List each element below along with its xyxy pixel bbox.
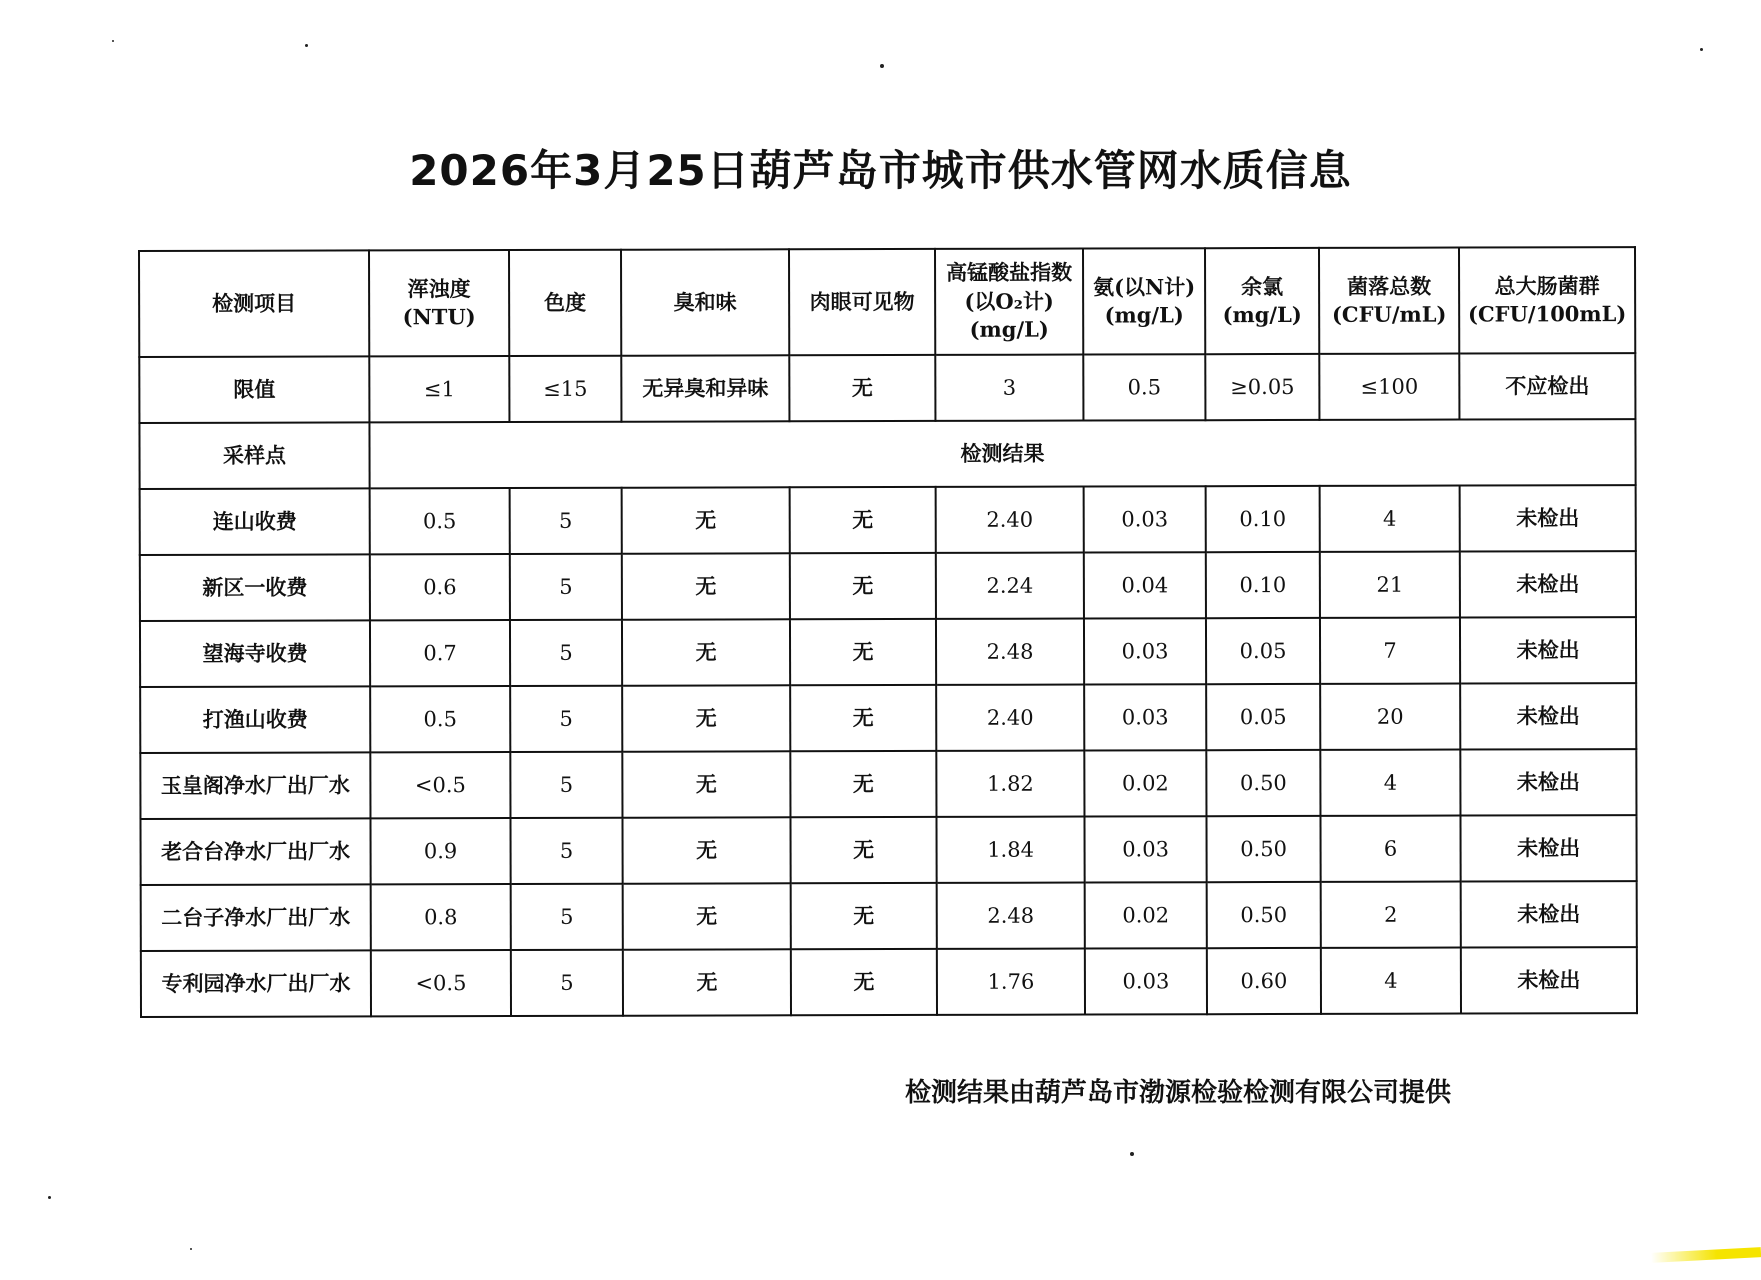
result-cell: 未检出 <box>1460 683 1636 749</box>
result-cell: 0.10 <box>1206 552 1320 618</box>
scan-speck <box>1130 1152 1134 1156</box>
result-cell: 4 <box>1320 486 1460 552</box>
data-rows <box>140 485 1637 1017</box>
limit-cell: 无异臭和异味 <box>621 355 789 421</box>
result-cell: 0.04 <box>1084 552 1206 618</box>
limit-cell: 3 <box>935 355 1083 421</box>
section-row <box>139 419 1635 489</box>
result-cell: 无 <box>790 751 936 817</box>
result-cell: 7 <box>1320 618 1460 684</box>
header-cell: 高锰酸盐指数 (以O₂计) (mg/L) <box>935 249 1083 355</box>
highlighter-mark <box>1651 1247 1761 1263</box>
result-cell: 21 <box>1320 552 1460 618</box>
result-cell: 无 <box>622 487 790 553</box>
result-cell: 0.8 <box>371 884 511 950</box>
sampling-point-cell: 新区一收费 <box>140 554 370 621</box>
result-cell: 0.9 <box>370 818 510 884</box>
table-row <box>140 485 1636 555</box>
sampling-point-cell: 玉皇阁净水厂出厂水 <box>140 752 370 819</box>
scan-speck <box>880 64 884 68</box>
header-cell: 余氯 (mg/L) <box>1205 248 1319 354</box>
sampling-point-label: 采样点 <box>139 422 369 489</box>
limit-cell: ≥0.05 <box>1205 354 1319 420</box>
result-cell: 未检出 <box>1460 551 1636 617</box>
result-cell: 未检出 <box>1461 947 1637 1013</box>
sampling-point-cell: 连山收费 <box>140 488 370 555</box>
result-cell: 无 <box>790 685 936 751</box>
result-cell: 20 <box>1320 684 1460 750</box>
result-cell: 2.40 <box>936 487 1084 553</box>
table-row <box>141 947 1637 1017</box>
table-row <box>140 551 1636 621</box>
result-cell: 6 <box>1320 816 1460 882</box>
result-cell: 5 <box>510 488 622 554</box>
result-cell: 0.02 <box>1084 750 1206 816</box>
header-cell: 菌落总数 (CFU/mL) <box>1319 248 1459 354</box>
result-cell: 未检出 <box>1460 485 1636 551</box>
sampling-point-cell: 打渔山收费 <box>140 686 370 753</box>
result-cell: 无 <box>622 751 790 817</box>
result-cell: 无 <box>790 619 936 685</box>
result-cell: 5 <box>511 884 623 950</box>
limit-cell: 不应检出 <box>1459 353 1635 419</box>
table-row <box>141 881 1637 951</box>
result-cell: <0.5 <box>371 950 511 1016</box>
result-cell: 无 <box>790 817 936 883</box>
scan-speck <box>48 1196 51 1199</box>
result-cell: 5 <box>510 554 622 620</box>
result-cell: 未检出 <box>1461 881 1637 947</box>
scan-speck <box>305 44 308 47</box>
table-row <box>140 749 1636 819</box>
result-cell: 0.50 <box>1207 882 1321 948</box>
result-cell: 0.02 <box>1085 882 1207 948</box>
limit-cell: 无 <box>789 355 935 421</box>
result-cell: 0.05 <box>1206 618 1320 684</box>
result-cell: 2.40 <box>936 685 1084 751</box>
sampling-point-cell: 二台子净水厂出厂水 <box>141 884 371 951</box>
limit-cell: ≤100 <box>1319 354 1459 420</box>
result-cell: 2.48 <box>937 883 1085 949</box>
result-cell: 0.03 <box>1085 948 1207 1014</box>
limit-cell: ≤15 <box>509 356 621 422</box>
result-cell: <0.5 <box>370 752 510 818</box>
result-cell: 无 <box>623 949 791 1015</box>
results-label: 检测结果 <box>369 419 1635 488</box>
result-cell: 5 <box>510 686 622 752</box>
header-cell: 总大肠菌群 (CFU/100mL) <box>1459 247 1635 353</box>
limit-cell: 0.5 <box>1083 354 1205 420</box>
result-cell: 5 <box>511 950 623 1016</box>
result-cell: 0.50 <box>1206 750 1320 816</box>
header-cell: 检测项目 <box>139 250 369 357</box>
header-cell: 氨(以N计) (mg/L) <box>1083 248 1205 354</box>
limit-label-cell: 限值 <box>139 356 369 423</box>
result-cell: 5 <box>510 752 622 818</box>
result-cell: 0.7 <box>370 620 510 686</box>
result-cell: 0.10 <box>1206 486 1320 552</box>
result-cell: 无 <box>622 553 790 619</box>
result-cell: 4 <box>1321 948 1461 1014</box>
limit-row <box>139 353 1635 423</box>
result-cell: 未检出 <box>1460 617 1636 683</box>
result-cell: 未检出 <box>1460 815 1636 881</box>
result-cell: 2.48 <box>936 619 1084 685</box>
table-row <box>140 815 1636 885</box>
result-cell: 无 <box>622 619 790 685</box>
table-row <box>140 683 1636 753</box>
scan-speck <box>190 1248 192 1250</box>
result-cell: 无 <box>791 883 937 949</box>
sampling-point-cell: 望海寺收费 <box>140 620 370 687</box>
result-cell: 1.76 <box>937 949 1085 1015</box>
result-cell: 0.6 <box>370 554 510 620</box>
result-cell: 无 <box>623 883 791 949</box>
header-row <box>139 247 1635 357</box>
result-cell: 1.82 <box>936 751 1084 817</box>
result-cell: 0.03 <box>1084 684 1206 750</box>
header-cell: 色度 <box>509 250 621 356</box>
scan-speck <box>112 40 114 42</box>
header-cell: 臭和味 <box>621 249 789 355</box>
result-cell: 0.03 <box>1084 486 1206 552</box>
result-cell: 4 <box>1320 750 1460 816</box>
result-cell: 1.84 <box>936 817 1084 883</box>
source-note: 检测结果由葫芦岛市渤源检验检测有限公司提供 <box>905 1078 1452 1108</box>
result-cell: 0.05 <box>1206 684 1320 750</box>
result-cell: 2.24 <box>936 553 1084 619</box>
result-cell: 无 <box>622 817 790 883</box>
result-cell: 无 <box>790 553 936 619</box>
result-cell: 0.50 <box>1206 816 1320 882</box>
result-cell: 0.60 <box>1207 948 1321 1014</box>
header-cell: 浑浊度(NTU) <box>369 250 509 356</box>
sampling-point-cell: 老合台净水厂出厂水 <box>140 818 370 885</box>
water-quality-table <box>138 246 1638 1018</box>
result-cell: 0.03 <box>1084 816 1206 882</box>
page-title: 2026年3月25日葫芦岛市城市供水管网水质信息 <box>409 146 1352 195</box>
sampling-point-cell: 专利园净水厂出厂水 <box>141 950 371 1017</box>
limit-cell: ≤1 <box>369 356 509 422</box>
result-cell: 未检出 <box>1460 749 1636 815</box>
result-cell: 2 <box>1321 882 1461 948</box>
result-cell: 5 <box>510 620 622 686</box>
result-cell: 5 <box>510 818 622 884</box>
result-cell: 0.5 <box>370 686 510 752</box>
result-cell: 无 <box>791 949 937 1015</box>
result-cell: 无 <box>790 487 936 553</box>
result-cell: 无 <box>622 685 790 751</box>
result-cell: 0.5 <box>370 488 510 554</box>
result-cell: 0.03 <box>1084 618 1206 684</box>
header-cell: 肉眼可见物 <box>789 249 935 355</box>
scan-speck <box>1700 48 1703 51</box>
table-row <box>140 617 1636 687</box>
